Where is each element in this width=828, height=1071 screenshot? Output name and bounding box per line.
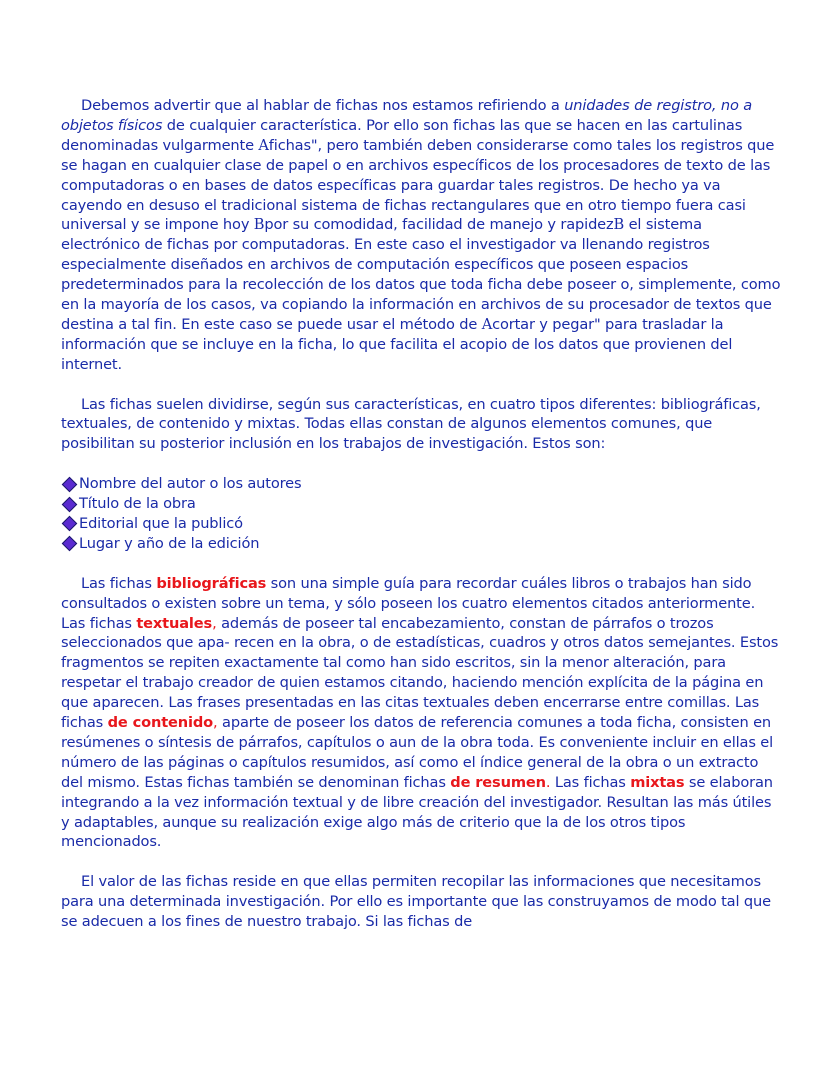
paragraph-value: El valor de las fichas reside en que ellas permiten recopilar las informaciones que necesitamos para una determinada investigación. Por ello es importante que las construyamos de modo tal que se adecuen a los fines de nuestro trabajo. Si las fichas de	[61, 873, 771, 931]
highlight-de-resumen: de resumen	[450, 773, 546, 791]
paragraph-types: Las fichas suelen dividirse, según sus características, en cuatro tipos diferentes: bibliográficas, textuales, de contenido y mixtas. Todas ellas constan de algunos elementos comunes, que posibilitan su posterior inclusión en los trabajos de investigación. Estos son:	[61, 395, 761, 453]
list-item-label: Título de la obra	[79, 495, 196, 513]
list-item-label: Editorial que la publicó	[79, 515, 243, 532]
paragraph-spacer	[61, 852, 781, 872]
text-run: además de poseer tal encabezamiento, constan de párrafos o trozos seleccionados que apa- recen en la obra, o de estadísticas, cuadros y otros datos semejantes. Estos fragmentos se repiten exactamente tal como han sido escritos, sin la menor alteración, para respetar el trabajo creador de quien estamos citando, haciendo mención explícita de la página en que aparecen. Las frases presentadas en las citas textuales deben encerrarse entre comillas. Las fichas	[61, 614, 779, 732]
bullet-list	[61, 474, 781, 554]
italic-text: unidades de registro, no a objetos físicos	[61, 97, 753, 134]
highlight-punctuation: .	[545, 773, 551, 791]
diamond-bullet-icon	[62, 516, 78, 532]
document-page	[61, 96, 781, 932]
highlight-mixtas: mixtas	[630, 773, 685, 791]
text-run: se elaboran integrando a la vez información textual y de libre creación del investigador. Resultan las más útiles y adaptables, aunque su realización exige algo más de criterio que la de los otros tipos mencionados.	[61, 773, 773, 851]
highlight-punctuation: ,	[212, 614, 217, 632]
highlight-punctuation: ,	[213, 714, 218, 732]
text-run: por su comodidad, facilidad de manejo y rapidez	[264, 216, 614, 234]
symbol-glyph: A	[258, 136, 269, 154]
paragraph-spacer	[61, 454, 781, 474]
text-run: el sistema electrónico de fichas por computadoras. En este caso el investigador va llenando registros especialmente diseñados en archivos de computación específicos que poseen espacios predeterminados para la recolección de los datos que toda ficha debe poseer o, simplemente, como en la mayoría de los casos, va copiando la información en archivos de su procesador de textos que destina a tal fin. En este caso se puede usar el método de	[61, 216, 781, 333]
list-item	[61, 494, 781, 514]
highlight-bibliograficas: bibliográficas	[156, 574, 267, 592]
text-run: son una simple guía para recordar cuáles libros o trabajos han sido consultados o existen sobre un tema, y sólo poseen los cuatro elementos citados anteriormente. Las fichas	[61, 574, 756, 632]
text-run: Las fichas	[550, 773, 631, 791]
symbol-glyph: A	[481, 315, 493, 333]
list-item	[61, 534, 781, 554]
paragraph-spacer	[61, 554, 781, 574]
diamond-bullet-icon	[62, 496, 78, 512]
symbol-glyph: B	[253, 216, 265, 234]
text-run: cortar y pegar" para trasladar la información que se incluye en la ficha, lo que facilita el acopio de los datos que provienen del internet.	[61, 315, 733, 373]
paragraph-spacer	[61, 375, 781, 395]
highlight-de-contenido: de contenido	[107, 714, 214, 732]
list-item-label: Lugar y año de la edición	[79, 534, 260, 552]
text-run: Las fichas	[81, 574, 157, 592]
list-item	[61, 474, 781, 494]
list-item	[61, 514, 781, 534]
highlight-textuales: textuales	[136, 614, 213, 632]
text-run: de cualquier característica. Por ello son fichas las que se hacen en las cartulinas denominadas vulgarmente	[61, 116, 743, 154]
text-run: fichas", pero también deben considerarse como tales los registros que se hagan en cualquier clase de papel o en archivos específicos de los procesadores de texto de las computadoras o en bases de datos específicas para guardar tales registros. De hecho ya va cayendo en desuso el tradicional sistema de fichas rectangulares que en otro tiempo fuera casi universal y se impone hoy	[61, 136, 775, 234]
paragraph-card-kinds	[61, 574, 781, 853]
text-run: Debemos advertir que al hablar de fichas nos estamos refiriendo a	[81, 97, 565, 114]
diamond-bullet-icon	[62, 476, 78, 492]
paragraph-intro	[61, 96, 781, 375]
list-item-label: Nombre del autor o los autores	[79, 475, 302, 493]
text-run: aparte de poseer los datos de referencia comunes a toda ficha, consisten en resúmenes o síntesis de párrafos, capítulos o aun de la obra toda. Es conveniente incluir en ellas el número de las páginas o capítulos resumidos, así como el índice general de la obra o un extracto del mismo. Estas fichas también se denominan fichas	[61, 714, 774, 791]
diamond-bullet-icon	[62, 536, 78, 552]
symbol-glyph: B	[613, 216, 625, 234]
